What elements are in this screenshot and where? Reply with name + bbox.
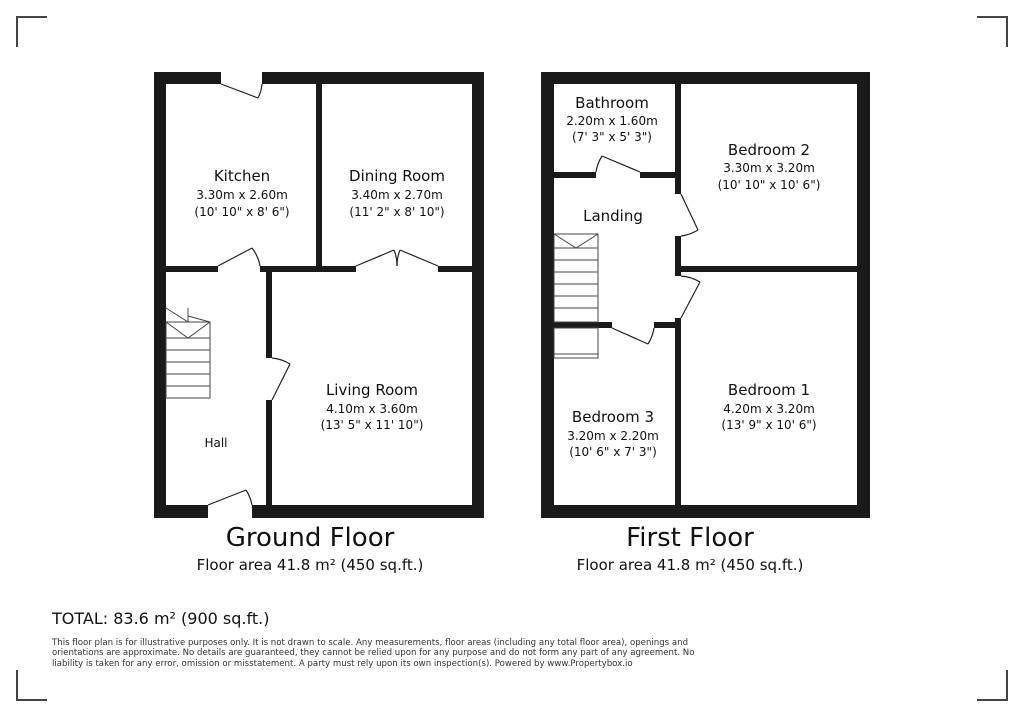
dining-room-metric: 3.40m x 2.70m xyxy=(351,188,443,202)
first-floor-plan xyxy=(541,72,870,574)
living-room-metric: 4.10m x 3.60m xyxy=(326,402,418,416)
bedroom-2-name: Bedroom 2 xyxy=(727,141,811,159)
first-floor-area: Floor area 41.8 m² (450 sq.ft.) xyxy=(576,556,804,574)
bedroom-2-imperial: (10' 10" x 10' 6") xyxy=(717,178,821,192)
gf-wall-bottom-right xyxy=(252,505,484,518)
bathroom-metric: 2.20m x 1.60m xyxy=(566,114,658,128)
bedroom-3-name: Bedroom 3 xyxy=(571,408,655,426)
bathroom-imperial: (7' 3" x 5' 3") xyxy=(572,130,652,144)
disclaimer-text: This floor plan is for illustrative purposes only. It is not drawn to scale. Any measurements, floor areas (including any total floor area), openings and orientations are approximate. No details are guaranteed, they cannot be relied upon for any purpose and do not form any part of any agreement. No liability is taken for any error, omission or misstatement. A party must rely upon its own inspection(s). Powered by www.Propertybox.io xyxy=(52,638,695,669)
ff-wall-top xyxy=(541,72,870,84)
ff-wall-bedroom3-a xyxy=(554,322,612,328)
ff-wall-central-top xyxy=(675,84,681,194)
bedroom-1-name: Bedroom 1 xyxy=(727,381,811,399)
ff-wall-left xyxy=(541,72,554,518)
gf-stairs xyxy=(166,308,210,398)
crop-mark-bottom-right xyxy=(977,670,1007,700)
living-room-name: Living Room xyxy=(325,381,419,399)
crop-mark-top-right xyxy=(977,17,1007,47)
dining-room-name: Dining Room xyxy=(349,167,445,185)
gf-door-hall-living xyxy=(272,358,290,400)
gf-door-front xyxy=(208,490,252,505)
ff-stairs xyxy=(554,234,598,358)
landing-name: Landing xyxy=(583,207,643,225)
total-area: TOTAL: 83.6 m² (900 sq.ft.) xyxy=(52,609,270,628)
bathroom-name: Bathroom xyxy=(575,94,649,112)
ff-wall-bathroom-a xyxy=(554,172,596,178)
ff-door-bedroom2 xyxy=(681,194,698,236)
ff-wall-right xyxy=(857,72,870,518)
gf-wall-top-right xyxy=(262,72,484,84)
gf-wall-kitchen-dining xyxy=(316,84,322,270)
ff-wall-bedroom3-b xyxy=(654,322,675,328)
bedroom-1-imperial: (13' 9" x 10' 6") xyxy=(721,418,817,432)
ff-wall-bed1-bed2 xyxy=(681,266,857,272)
ff-door-bedroom1 xyxy=(681,276,700,318)
kitchen-imperial: (10' 10" x 8' 6") xyxy=(194,205,290,219)
living-room-imperial: (13' 5" x 11' 10") xyxy=(320,418,424,432)
gf-wall-hall-living-lower xyxy=(266,400,272,505)
dining-room-imperial: (11' 2" x 8' 10") xyxy=(349,205,445,219)
gf-door-dining-living xyxy=(356,250,438,266)
gf-wall-mid-a xyxy=(166,266,218,272)
gf-wall-right xyxy=(472,72,484,518)
ff-wall-central-low xyxy=(675,318,681,505)
gf-wall-bottom-left xyxy=(154,505,208,518)
gf-door-kitchen-hall xyxy=(218,248,260,266)
gf-wall-mid-b xyxy=(260,266,356,272)
ff-wall-bottom xyxy=(541,505,870,518)
bedroom-3-imperial: (10' 6" x 7' 3") xyxy=(569,445,657,459)
kitchen-metric: 3.30m x 2.60m xyxy=(196,188,288,202)
ff-door-bedroom3 xyxy=(612,328,654,344)
gf-wall-hall-living-upper xyxy=(266,272,272,358)
crop-mark-top-left xyxy=(17,17,47,47)
ff-door-bathroom xyxy=(596,156,640,172)
kitchen-name: Kitchen xyxy=(213,167,271,185)
ff-wall-bathroom-b xyxy=(640,172,675,178)
bedroom-1-metric: 4.20m x 3.20m xyxy=(723,402,815,416)
ground-floor-title: Ground Floor xyxy=(225,523,395,553)
ground-floor-plan xyxy=(154,72,484,574)
first-floor-title: First Floor xyxy=(626,523,754,553)
ff-wall-central-mid xyxy=(675,236,681,276)
crop-mark-bottom-left xyxy=(17,670,47,700)
gf-wall-mid-c xyxy=(438,266,472,272)
gf-door-kitchen-external xyxy=(221,84,262,98)
bedroom-3-metric: 3.20m x 2.20m xyxy=(567,429,659,443)
ground-floor-area: Floor area 41.8 m² (450 sq.ft.) xyxy=(196,556,424,574)
gf-wall-left xyxy=(154,72,166,518)
bedroom-2-metric: 3.30m x 3.20m xyxy=(723,161,815,175)
hall-name: Hall xyxy=(204,436,228,450)
